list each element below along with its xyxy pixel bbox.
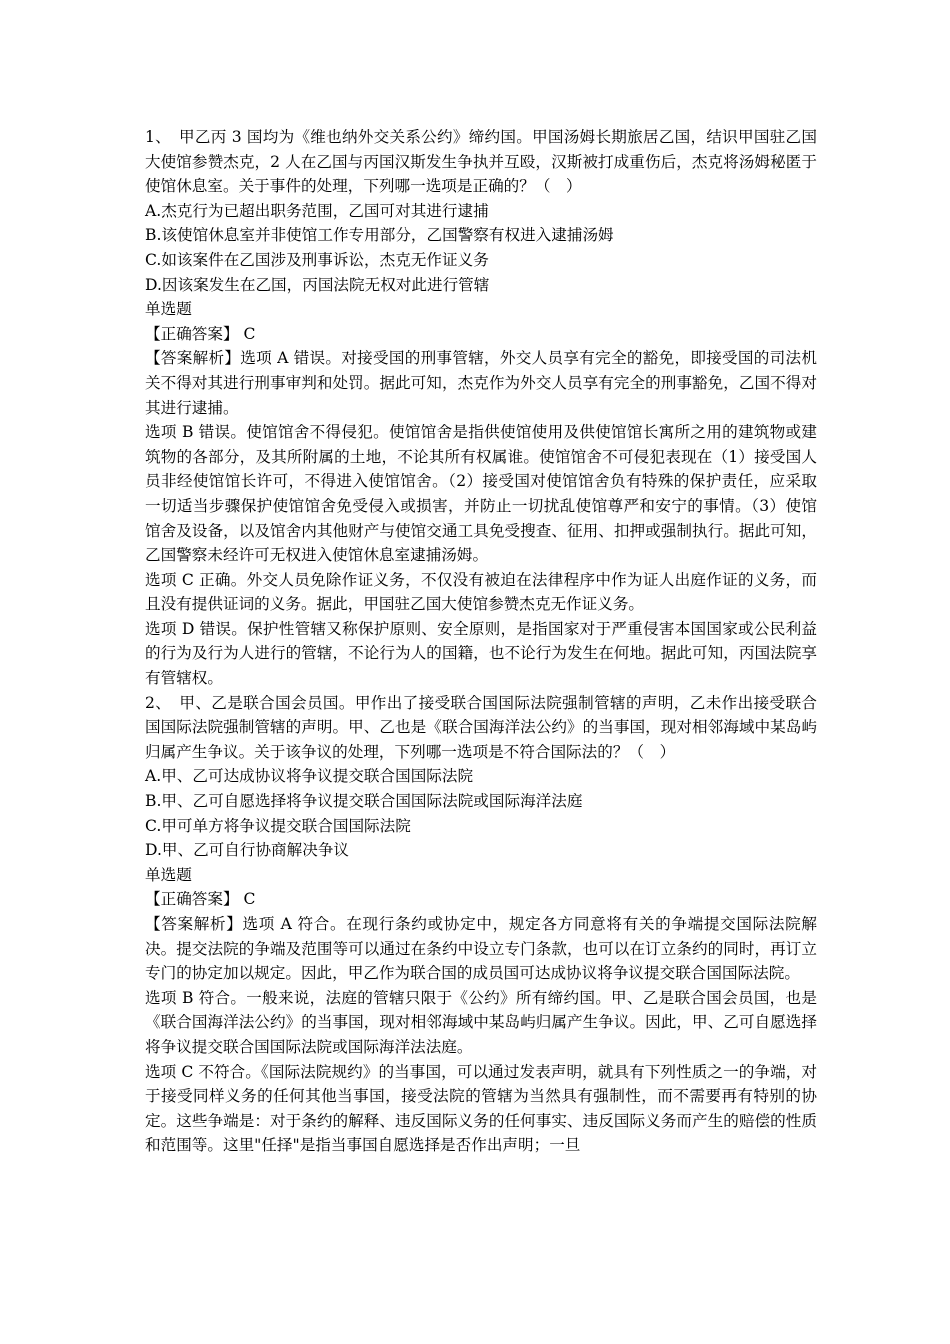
option-b: B.该使馆休息室并非使馆工作专用部分，乙国警察有权进入逮捕汤姆: [145, 226, 614, 245]
question-type: 单选题: [145, 865, 192, 884]
option-a: A.杰克行为已超出职务范围，乙国可对其进行逮捕: [145, 201, 489, 220]
analysis-paragraph: 选项 B 符合。一般来说，法庭的管辖只限于《公约》所有缔约国。甲、乙是联合国会员国，也是《联合国海洋法公约》的当事国，现对相邻海域中某岛屿归属产生争议。因此，甲、乙可自愿选择将争议提交联合国国际法院或国际海洋法法庭。: [145, 988, 817, 1056]
question-2: [145, 691, 817, 1158]
analysis-paragraph: 【答案解析】选项 A 符合。在现行条约或协定中，规定各方同意将有关的争端提交国际法院解决。提交法院的争端及范围等可以通过在条约中设立专门条款，也可以在订立条约的同时，再订立专门的协定加以规定。因此，甲乙作为联合国的成员国可达成协议将争议提交联合国国际法院。: [145, 915, 817, 983]
question-stem: 1、 甲乙丙 3 国均为《维也纳外交关系公约》缔约国。甲国汤姆长期旅居乙国，结识甲国驻乙国大使馆参赞杰克，2 人在乙国与丙国汉斯发生争执并互殴，汉斯被打成重伤后，杰克将汤姆秘匿于使馆休息室。关于事件的处理，下列哪一选项是正确的？（ ）: [145, 128, 817, 196]
question-type: 单选题: [145, 300, 192, 319]
option-d: D.因该案发生在乙国，丙国法院无权对此进行管辖: [145, 275, 490, 294]
analysis-paragraph: 选项 B 错误。使馆馆舍不得侵犯。使馆馆舍是指供使馆使用及供使馆馆长寓所之用的建筑物或建筑物的各部分，及其所附属的土地，不论其所有权属谁。使馆馆舍不可侵犯表现在（1）接受国人员非经使馆馆长许可，不得进入使馆馆舍。（2）接受国对使馆馆舍负有特殊的保护责任，应采取一切适当步骤保护使馆馆舍免受侵入或损害，并防止一切扰乱使馆尊严和安宁的事情。（3）使馆馆舍及设备，以及馆舍内其他财产与使馆交通工具免受搜查、征用、扣押或强制执行。据此可知，乙国警察未经许可无权进入使馆休息室逮捕汤姆。: [145, 423, 817, 565]
analysis-paragraph: 选项 C 正确。外交人员免除作证义务，不仅没有被迫在法律程序中作为证人出庭作证的义务，而且没有提供证词的义务。据此，甲国驻乙国大使馆参赞杰克无作证义务。: [145, 570, 817, 614]
option-a: A.甲、乙可达成协议将争议提交联合国国际法院: [145, 767, 474, 786]
analysis-paragraph: 【答案解析】选项 A 错误。对接受国的刑事管辖，外交人员享有完全的豁免，即接受国的司法机关不得对其进行刑事审判和处罚。据此可知，杰克作为外交人员享有完全的刑事豁免，乙国不得对其进行逮捕。: [145, 349, 817, 417]
correct-answer: 【正确答案】 C: [145, 324, 256, 343]
question-1: [145, 125, 817, 691]
option-d: D.甲、乙可自行协商解决争议: [145, 841, 350, 860]
option-b: B.甲、乙可自愿选择将争议提交联合国国际法院或国际海洋法庭: [145, 792, 583, 811]
option-c: C.如该案件在乙国涉及刑事诉讼，杰克无作证义务: [145, 250, 489, 269]
option-c: C.甲可单方将争议提交联合国国际法院: [145, 816, 411, 835]
correct-answer: 【正确答案】 C: [145, 890, 256, 909]
analysis-paragraph: 选项 D 错误。保护性管辖又称保护原则、安全原则，是指国家对于严重侵害本国国家或公民利益的行为及行为人进行的管辖，不论行为人的国籍，也不论行为发生在何地。据此可知，丙国法院享有管辖权。: [145, 619, 817, 688]
analysis-paragraph: 选项 C 不符合。《国际法院规约》的当事国，可以通过发表声明，就具有下列性质之一的争端，对于接受同样义务的任何其他当事国，接受法院的管辖为当然具有强制性，而不需要再有特别的协定。这些争端是：对于条约的解释、违反国际义务的任何事实、违反国际义务而产生的赔偿的性质和范围等。这里"任择"是指当事国自愿选择是否作出声明；一旦: [145, 1062, 817, 1155]
document-body: [145, 125, 817, 1158]
question-stem: 2、 甲、乙是联合国会员国。甲作出了接受联合国国际法院强制管辖的声明，乙未作出接受联合国国际法院强制管辖的声明。甲、乙也是《联合国海洋法公约》的当事国，现对相邻海域中某岛屿归属产生争议。关于该争议的处理，下列哪一选项是不符合国际法的？（ ）: [145, 693, 817, 761]
